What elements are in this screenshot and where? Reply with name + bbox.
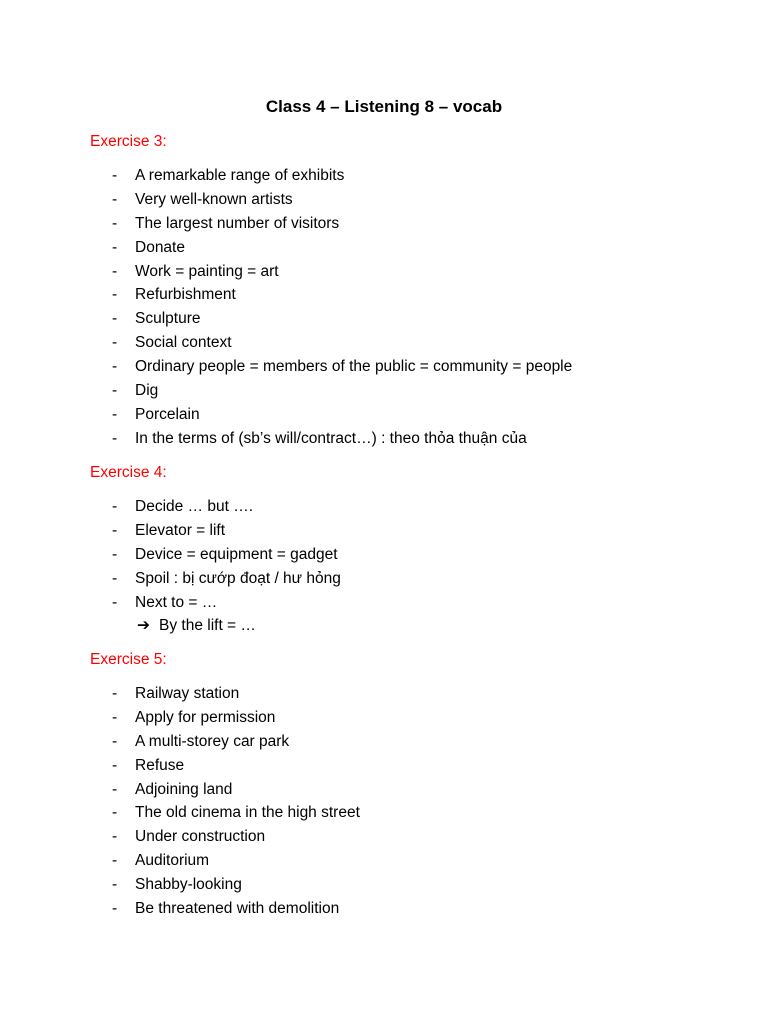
list-item-text: Dig bbox=[135, 382, 159, 400]
list-item-text: A multi-storey car park bbox=[135, 732, 290, 750]
list-item-text: Shabby-looking bbox=[135, 876, 242, 894]
list-item-text: The old cinema in the high street bbox=[135, 804, 360, 822]
list-item-text: Device = equipment = gadget bbox=[135, 545, 338, 563]
list-item-text: Be threatened with demolition bbox=[135, 900, 340, 918]
list-dash: - bbox=[112, 545, 118, 563]
list-item-text: Refurbishment bbox=[135, 286, 236, 304]
list-dash: - bbox=[112, 358, 118, 376]
list-item-text: Elevator = lift bbox=[135, 521, 226, 539]
list-dash: - bbox=[112, 780, 118, 798]
list-item-text: Refuse bbox=[135, 756, 185, 774]
list-dash: - bbox=[112, 286, 118, 304]
list-dash: - bbox=[112, 429, 118, 447]
sub-item bbox=[137, 614, 256, 638]
list-item-text: Adjoining land bbox=[135, 780, 233, 798]
list-item-text: A remarkable range of exhibits bbox=[135, 167, 345, 184]
list-dash: - bbox=[112, 708, 118, 726]
list-dash: - bbox=[112, 732, 118, 750]
list-item-text: Work = painting = art bbox=[135, 262, 279, 280]
right-arrow-icon: ➔ bbox=[137, 617, 150, 634]
list-dash: - bbox=[112, 498, 118, 515]
list-item-text: Social context bbox=[135, 334, 232, 352]
list-dash: - bbox=[112, 804, 118, 822]
list-dash: - bbox=[112, 214, 118, 232]
list-item-text: Porcelain bbox=[135, 405, 200, 423]
list-dash: - bbox=[112, 685, 118, 702]
list-dash: - bbox=[112, 310, 118, 328]
list-item-text: In the terms of (sb’s will/contract…) : theo thỏa thuận của bbox=[135, 429, 527, 447]
list-item-text: Decide … but …. bbox=[135, 498, 254, 515]
list-item-text: Ordinary people = members of the public = community = people bbox=[135, 358, 573, 376]
list-dash: - bbox=[112, 262, 118, 280]
list-dash: - bbox=[112, 167, 118, 184]
list-dash: - bbox=[112, 756, 118, 774]
exercise-3-heading: Exercise 3: bbox=[90, 133, 167, 150]
list-item-text: Apply for permission bbox=[135, 708, 276, 726]
list-item-text: Auditorium bbox=[135, 852, 210, 870]
list-item-text: Spoil : bị cướp đoạt / hư hỏng bbox=[135, 569, 341, 587]
exercise-5-heading: Exercise 5: bbox=[90, 651, 167, 668]
list-dash: - bbox=[112, 876, 118, 894]
list-dash: - bbox=[112, 569, 118, 587]
page-title: Class 4 – Listening 8 – vocab bbox=[265, 97, 503, 116]
list-dash: - bbox=[112, 852, 118, 870]
list-dash: - bbox=[112, 593, 118, 611]
list-dash: - bbox=[112, 405, 118, 423]
list-dash: - bbox=[112, 382, 118, 400]
list-dash: - bbox=[112, 334, 118, 352]
list-item-text: Donate bbox=[135, 238, 185, 256]
list-item-text: Sculpture bbox=[135, 310, 201, 328]
list-item-text: Railway station bbox=[135, 685, 240, 702]
list-item-text: The largest number of visitors bbox=[135, 214, 340, 232]
list-dash: - bbox=[112, 238, 118, 256]
exercise-4-heading: Exercise 4: bbox=[90, 464, 167, 481]
list-item-text: Under construction bbox=[135, 828, 266, 846]
list-item-text: Next to = … bbox=[135, 593, 218, 611]
list-dash: - bbox=[112, 521, 118, 539]
list-dash: - bbox=[112, 828, 118, 846]
list-dash: - bbox=[112, 190, 118, 208]
sub-item-text: By the lift = … bbox=[159, 617, 256, 634]
list-item-text: Very well-known artists bbox=[135, 190, 293, 208]
list-dash: - bbox=[112, 900, 118, 918]
